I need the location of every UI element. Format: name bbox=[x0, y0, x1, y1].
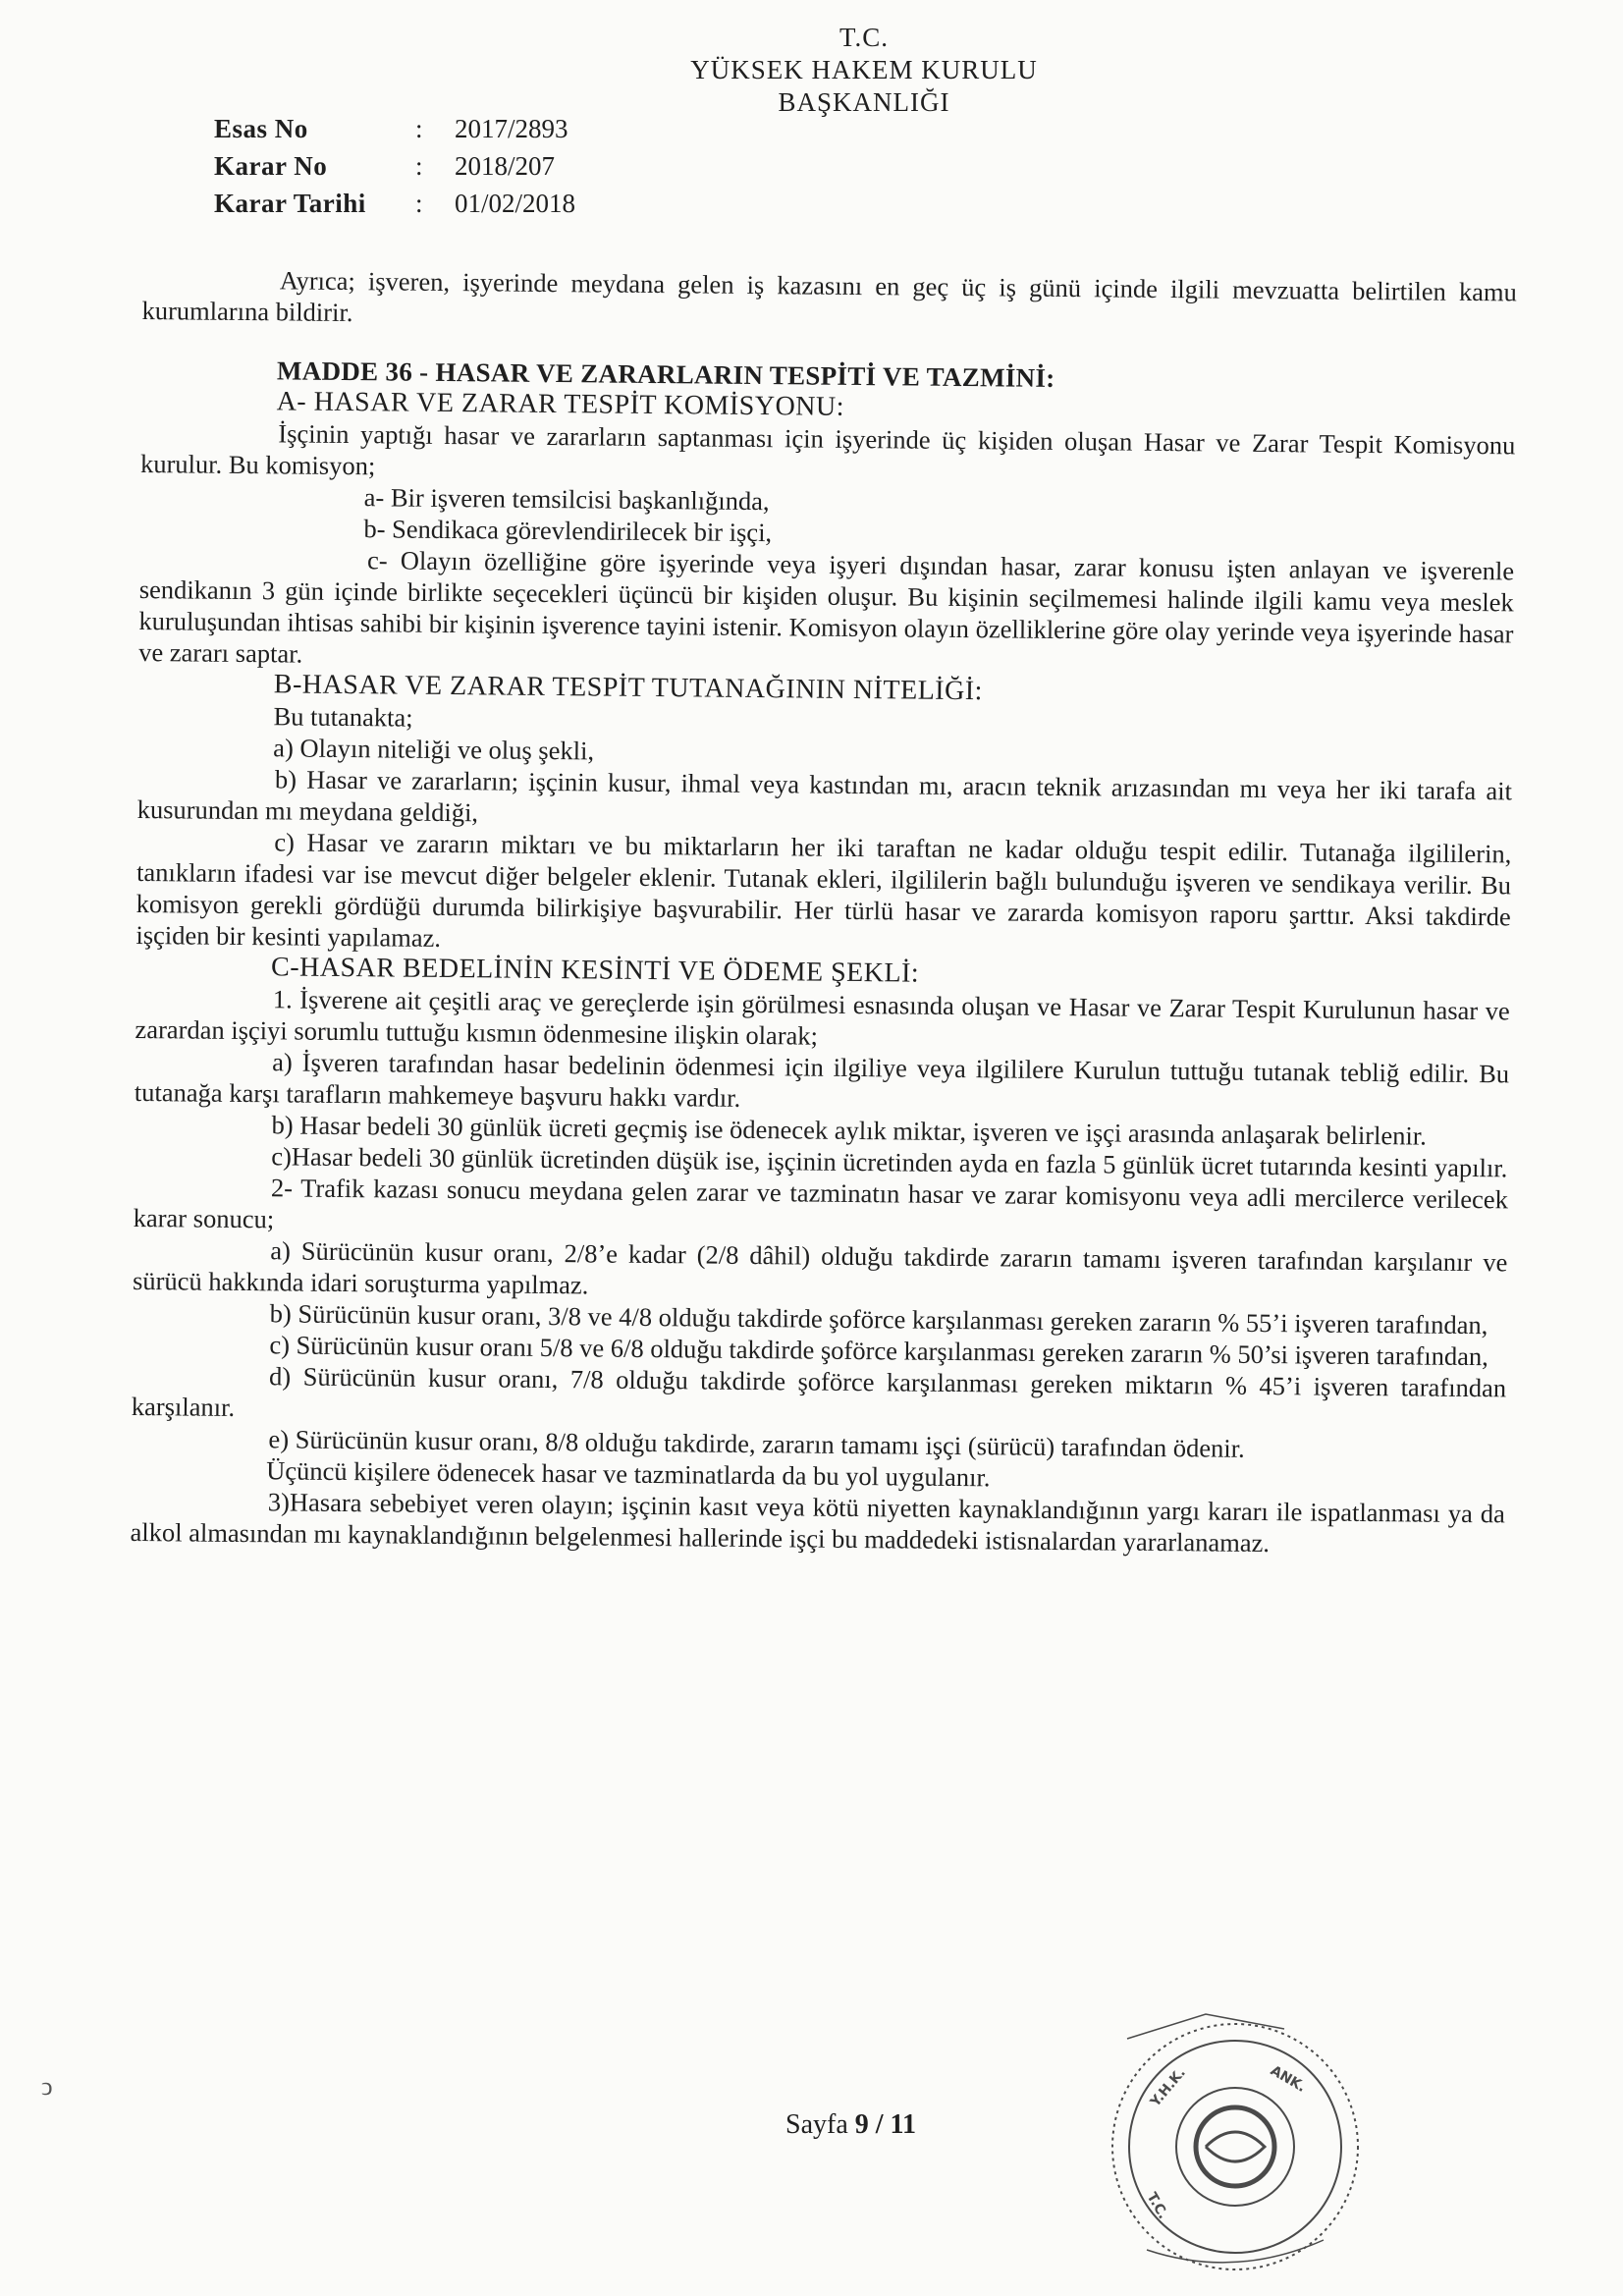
header-line-institution: YÜKSEK HAKEM KURULU bbox=[690, 55, 1038, 84]
svg-text:Y.H.K.: Y.H.K. bbox=[1147, 2064, 1189, 2110]
esas-value: 2017/2893 bbox=[455, 114, 568, 143]
header-line-presidency: BAŞKANLIĞI bbox=[778, 87, 950, 117]
colon: : bbox=[415, 189, 423, 218]
section-c-2f: Üçüncü kişilere ödenecek hasar ve tazminatlarda da bu yol uygulanır. bbox=[266, 1455, 991, 1493]
esas-label: Esas No bbox=[214, 114, 308, 143]
section-c-2: 2- Trafik kazası sonucu meydana gelen zarar ve tazminatın hasar ve zarar komisyonu veya adli mercilerce verilecek karar sonucu; bbox=[133, 1173, 1509, 1234]
colon: : bbox=[415, 151, 423, 181]
document-body bbox=[130, 263, 1516, 1560]
tarih-label: Karar Tarihi bbox=[214, 189, 366, 218]
section-c-heading: C-HASAR BEDELİNİN KESİNTİ VE ÖDEME ŞEKLİ: bbox=[270, 952, 920, 989]
margin-mark: ↄ bbox=[41, 2072, 53, 2101]
section-c-2a: a) Sürücünün kusur oranı, 2/8’e kadar (2/8 dâhil) olduğu takdirde zararın tamamı işveren tarafından karşılanır ve sürücü hakkında idari soruşturma yapılmaz. bbox=[132, 1235, 1508, 1300]
page-footer bbox=[785, 2109, 916, 2141]
tarih-value: 01/02/2018 bbox=[455, 189, 576, 218]
institution-header bbox=[628, 22, 1100, 119]
esas-row bbox=[214, 110, 575, 147]
section-c-2d: d) Sürücünün kusur oranı, 7/8 olduğu takdirde şoförce karşılanması gereken miktarın % 45’i işveren tarafından karşılanır. bbox=[131, 1361, 1507, 1422]
section-a-intro: İşçinin yaptığı hasar ve zararların saptanması için işyerinde üç kişiden oluşan Hasar ve Zarar Tespit Komisyonu kurulur. Bu komisyon; bbox=[139, 418, 1516, 481]
section-a-heading: A- HASAR VE ZARAR TESPİT KOMİSYONU: bbox=[276, 386, 845, 422]
section-b-item-b: b) Hasar ve zararların; işçinin kusur, ihmal veya kastından mı, aracın teknik arızasından mı veya her iki tarafa ait kusurundan mı meydana geldiği, bbox=[136, 764, 1513, 828]
section-c-2e: e) Sürücünün kusur oranı, 8/8 olduğu takdirde, zararın tamamı işçi (sürücü) tarafından ödenir. bbox=[268, 1424, 1245, 1463]
svg-text:ANK.: ANK. bbox=[1268, 2062, 1309, 2096]
section-c-3: 3)Hasara sebebiyet veren olayın; işçinin kasıt veya kötü niyetten kaynaklandığının yargı kararı ile ispatlanması ya da alkol almasından mı kaynaklandığının belgelenmesi hallerinde işçi bu maddedeki istisnalardan yararlanamaz. bbox=[130, 1487, 1505, 1558]
section-c-1c: c)Hasar bedeli 30 günlük ücretinden düşük ise, işçinin ücretinden ayda en fazla 5 günlük ücret tutarında kesinti yapılır. bbox=[271, 1141, 1508, 1183]
section-c-2c: c) Sürücünün kusur oranı 5/8 ve 6/8 olduğu takdirde şoförce karşılanması gereken zararın % 50’si işveren tarafından, bbox=[269, 1330, 1488, 1372]
header-line-tc: T.C. bbox=[839, 23, 889, 52]
tarih-row bbox=[214, 185, 575, 222]
section-c-1b: b) Hasar bedeli 30 günlük ücreti geçmiş ise ödenecek aylık miktar, işveren ve işçi arasında anlaşarak belirlenir. bbox=[271, 1110, 1427, 1151]
section-c-2b: b) Sürücünün kusur oranı, 3/8 ve 4/8 olduğu takdirde şoförce karşılanması gereken zararın % 55’i işveren tarafından, bbox=[269, 1298, 1488, 1340]
section-b-intro: Bu tutanakta; bbox=[273, 701, 413, 733]
section-b-item-a: a) Olayın niteliği ve oluş şekli, bbox=[273, 733, 595, 766]
page-label: Sayfa bbox=[785, 2109, 848, 2140]
case-metadata bbox=[214, 110, 575, 222]
section-b-item-c: c) Hasar ve zararın miktarı ve bu miktarların her iki taraftan ne kadar olduğu tespit edilir. Tutanağa ilgililerin, tanıkların ifadesi var ise mevcut diğer belgeler eklenir. Tutanak ekleri, ilgililerin bağlı bulunduğu işveren ve sendikaya verilir. Bu komisyon gerekli gördüğü durumda bilirkişiye başvurabilir. Her türlü hasar ve zararda komisyon raporu şarttır. Aksi takdirde işçiden bir kesinti yapılamaz. bbox=[135, 827, 1512, 953]
svg-text:T.C.: T.C. bbox=[1143, 2190, 1171, 2222]
section-a-item-c: c- Olayın özelliğine göre işyerinde veya işyeri dışından hasar, zarar konusu işten anlayan ve işverenle sendikanın 3 gün içinde birlikte seçecekleri üçüncü bir kişiden oluşur. Bu kişinin seçilmemesi halinde ilgili kamu veya meslek kuruluşundan ihtisas sahibi bir kişinin işverence tayini istenir. Komisyon olayın özelliklerine göre olay yerinde veya işyerinde hasar ve zararı saptar. bbox=[138, 545, 1515, 669]
karar-value: 2018/207 bbox=[455, 151, 556, 181]
karar-row bbox=[214, 147, 575, 185]
section-c-1: 1. İşverene ait çeşitli araç ve gereçlerde işin görülmesi esnasında oluşan ve Hasar ve Zarar Tespit Kurulunun hasar ve zarardan işçiyi sorumlu tuttuğu kısmın ödenmesine ilişkin olarak; bbox=[135, 984, 1510, 1051]
karar-label: Karar No bbox=[214, 151, 328, 181]
section-c-1a: a) İşveren tarafından hasar bedelinin ödenmesi için ilgiliye veya ilgililere Kurulun tuttuğu tutanak tebliğ edilir. Bu tutanağa karşı tarafların mahkemeye başvuru hakkı vardır. bbox=[134, 1047, 1510, 1113]
section-b-heading: B-HASAR VE ZARAR TESPİT TUTANAĞININ NİTELİĞİ: bbox=[273, 669, 984, 707]
page-number: 9 / 11 bbox=[854, 2109, 916, 2140]
section-a-item-b: b- Sendikaca görevlendirilecek bir işçi, bbox=[363, 514, 773, 548]
section-a-item-a: a- Bir işveren temsilcisi başkanlığında, bbox=[363, 482, 770, 517]
madde-heading: MADDE 36 - HASAR VE ZARARLARIN TESPİTİ VE TAZMİNİ: bbox=[276, 355, 1055, 393]
colon: : bbox=[415, 114, 423, 143]
official-stamp-icon bbox=[1088, 1999, 1382, 2284]
paragraph-ayrica: Ayrıca; işveren, işyerinde meydana gelen iş kazasını en geç üç iş günü içinde ilgili mevzuatta belirtilen kamu kurumlarına bildirir. bbox=[141, 265, 1517, 328]
